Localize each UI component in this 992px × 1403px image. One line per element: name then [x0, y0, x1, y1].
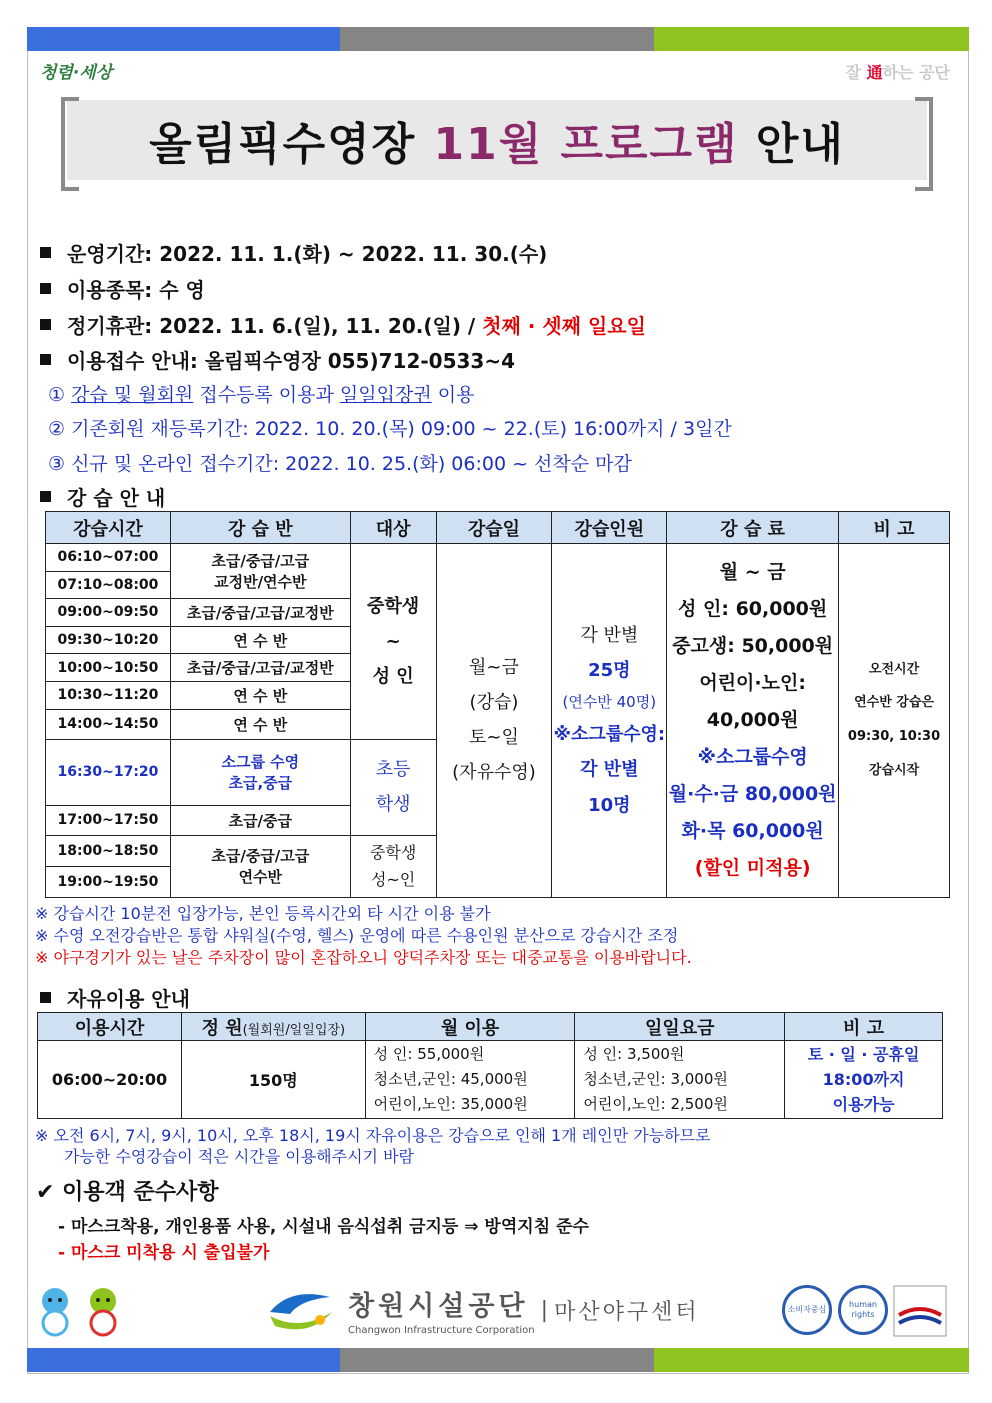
rule-1: - 마스크착용, 개인용품 사용, 시설내 음식섭취 금지등 ⇒ 방역지침 준수	[58, 1217, 589, 1237]
header-cell: 강습인원	[552, 512, 667, 544]
slogan-logo: 잘 通하는 공단	[845, 63, 950, 82]
lessons-table	[45, 511, 950, 898]
time-cell: 19:00~19:50	[46, 866, 171, 897]
info-reception: 이용접수 안내: 올림픽수영장 055)712-0533~4	[40, 345, 515, 374]
free-time-cell: 06:00~20:00	[38, 1041, 182, 1119]
time-cell: 10:00~10:50	[46, 654, 171, 682]
lessons-heading: 강 습 안 내	[40, 482, 165, 511]
capacity-cell: 각 반별 25명 (연수반 40명) ※소그룹수영: 각 반별 10명	[552, 544, 667, 898]
numbered-item-1: ① 강습 및 월회원 접수등록 이용과 일일입장권 이용	[48, 384, 475, 406]
header-cell: 정 원(월회원/일일입장)	[181, 1013, 365, 1041]
header-cell: 일일요금	[575, 1013, 785, 1041]
class-cell: 초급/중급/고급/교정반	[170, 654, 350, 682]
info-closed: 정기휴관: 2022. 11. 6.(일), 11. 20.(일) / 첫째 · 셋째 일요일	[40, 310, 646, 339]
integrity-logo: 청렴·세상	[40, 63, 113, 83]
header-cell: 강습시간	[46, 512, 171, 544]
days-cell: 월~금 (강습) 토~일 (자유수영)	[436, 544, 552, 898]
time-cell: 18:00~18:50	[46, 835, 171, 866]
fee-cell: 월 ~ 금 성 인: 60,000원 중고생: 50,000원 어린이·노인: 40,000원 ※소그룹수영 월·수·금 80,000원 화·목 60,000원 (할인 미적용)	[667, 544, 839, 898]
header-cell: 비 고	[785, 1013, 943, 1041]
header-cell: 강습일	[436, 512, 552, 544]
header-cell: 대상	[350, 512, 436, 544]
class-cell: 초급/중급/고급 교정반/연수반	[170, 544, 350, 599]
target-cell: 중학생 성~인	[350, 835, 436, 897]
free-note-2: 가능한 수영강습이 적은 시간을 이용해주시기 바람	[64, 1147, 415, 1166]
class-cell: 연 수 반	[170, 709, 350, 739]
free-use-header-row	[38, 1013, 943, 1041]
numbered-item-3: ③ 신규 및 온라인 접수기간: 2022. 10. 25.(화) 06:00 ~ 선착순 마감	[48, 453, 632, 475]
free-use-table	[37, 1012, 943, 1119]
time-cell: 07:10~08:00	[46, 571, 171, 599]
free-note-cell: 토 · 일 · 공휴일 18:00까지 이용가능	[785, 1041, 943, 1119]
daily-fee-cell: 성 인: 3,500원 청소년,군인: 3,000원 어린이,노인: 2,500원	[575, 1041, 785, 1119]
time-cell: 09:30~10:20	[46, 626, 171, 654]
free-capacity-cell: 150명	[181, 1041, 365, 1119]
class-cell: 초급/중급/고급 연수반	[170, 835, 350, 897]
lesson-note-1: ※ 강습시간 10분전 입장가능, 본인 등록시간외 타 시간 이용 불가	[35, 904, 491, 923]
lessons-header-row	[46, 512, 950, 544]
top-color-bar	[27, 27, 969, 51]
target-cell: 중학생 ~ 성 인	[350, 544, 436, 740]
class-cell: 초급/중급	[170, 805, 350, 835]
class-cell: 연 수 반	[170, 626, 350, 654]
corporation-logo: 창원시설공단 Changwon Infrastructure Corporation | 마산야구센터	[260, 1282, 700, 1338]
time-cell: 17:00~17:50	[46, 805, 171, 835]
header-cell: 강 습 반	[170, 512, 350, 544]
consumer-seal-icon: 소비자중심	[782, 1285, 832, 1335]
header-cell: 월 이용	[365, 1013, 575, 1041]
monthly-fee-cell: 성 인: 55,000원 청소년,군인: 45,000원 어린이,노인: 35,000원	[365, 1041, 575, 1119]
info-item: 이용종목: 수 영	[40, 274, 205, 303]
note-cell: 오전시간 연수반 강습은 09:30, 10:30 강습시작	[839, 544, 950, 898]
bottom-color-bar	[27, 1348, 969, 1372]
table-row	[38, 1041, 943, 1119]
human-rights-seal-icon: human rights	[838, 1285, 888, 1335]
lesson-note-3: ※ 야구경기가 있는 날은 주차장이 많이 혼잡하오니 양덕주차장 또는 대중교통을 이용바랍니다.	[35, 948, 692, 967]
time-cell: 10:30~11:20	[46, 681, 171, 709]
corporation-emblem-icon	[260, 1282, 340, 1338]
title-banner	[67, 100, 927, 180]
info-period: 운영기간: 2022. 11. 1.(화) ~ 2022. 11. 30.(수)	[40, 238, 547, 267]
class-cell: 초급/중급/고급/교정반	[170, 599, 350, 627]
rule-2: - 마스크 미착용 시 출입불가	[58, 1243, 270, 1263]
lesson-note-2: ※ 수영 오전강습반은 통합 샤워실(수영, 헬스) 운영에 따른 수용인원 분산으로 강습시간 조정	[35, 926, 679, 945]
mascot-icon	[35, 1283, 127, 1343]
class-cell: 연 수 반	[170, 681, 350, 709]
target-cell: 초등 학생	[350, 739, 436, 835]
time-cell: 09:00~09:50	[46, 599, 171, 627]
time-cell: 14:00~14:50	[46, 709, 171, 739]
rules-title: ✔ 이용객 준수사항	[36, 1180, 219, 1205]
class-cell: 소그룹 수영 초급,중급	[170, 739, 350, 805]
page-title: 올림픽수영장 11월 프로그램 안내	[149, 119, 845, 170]
free-note-1: ※ 오전 6시, 7시, 9시, 10시, 오후 18시, 19시 자유이용은 강습으로 인해 1개 레인만 가능하므로	[35, 1126, 711, 1145]
time-cell: 06:10~07:00	[46, 544, 171, 572]
header-cell: 비 고	[839, 512, 950, 544]
free-use-heading: 자유이용 안내	[40, 983, 190, 1012]
header-cell: 이용시간	[38, 1013, 182, 1041]
time-cell: 16:30~17:20	[46, 739, 171, 805]
table-row	[46, 544, 950, 572]
certification-badge-icon	[893, 1285, 947, 1337]
header-cell: 강 습 료	[667, 512, 839, 544]
numbered-item-2: ② 기존회원 재등록기간: 2022. 10. 20.(목) 09:00 ~ 22.(토) 16:00까지 / 3일간	[48, 418, 732, 440]
